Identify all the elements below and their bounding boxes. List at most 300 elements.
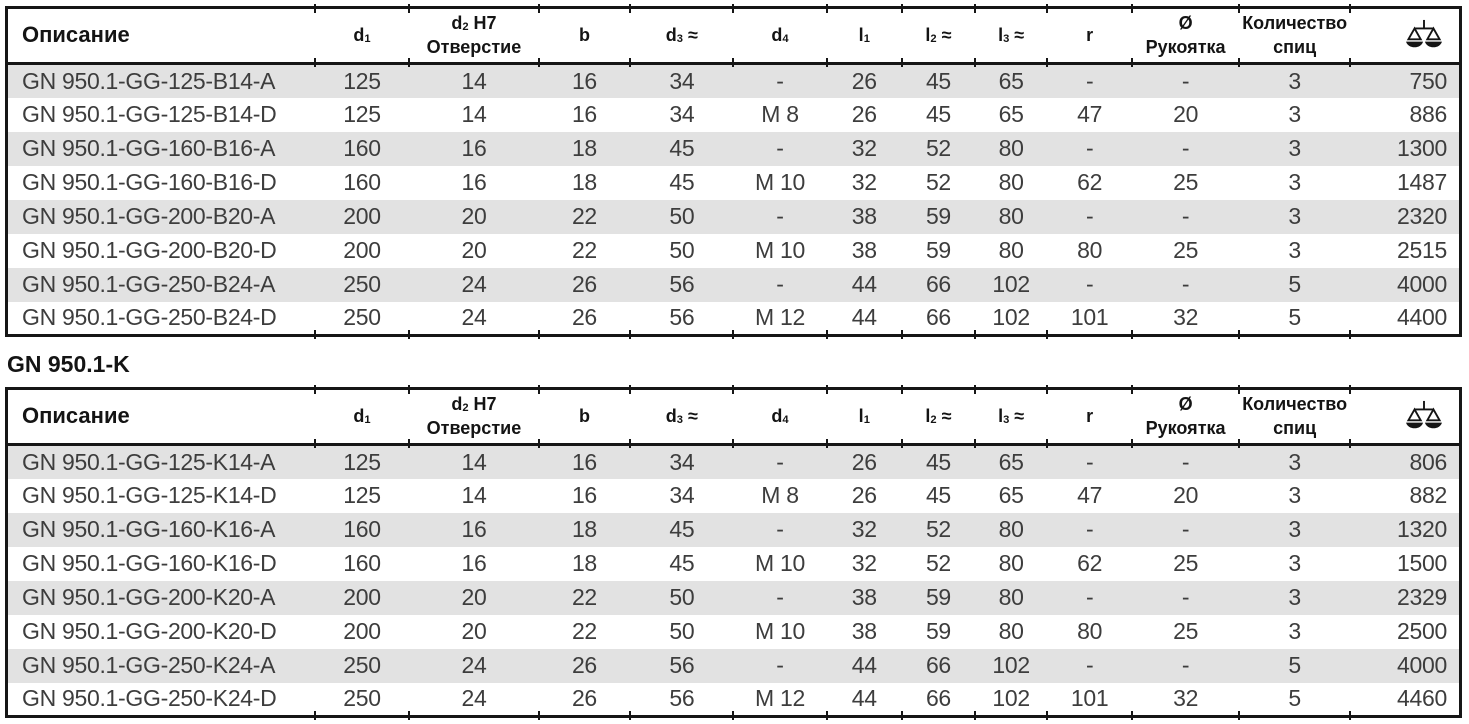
table-row (7, 581, 1461, 615)
value-cell: 3 (1288, 169, 1301, 195)
value-cell: 3 (1288, 448, 1301, 475)
value-cell: 65 (998, 448, 1024, 475)
value-cell: 80 (998, 203, 1024, 229)
header-b: b (539, 8, 631, 64)
value-cell: M 8 (761, 101, 799, 127)
description-cell: GN 950.1-GG-200-B20-A (22, 203, 276, 229)
value-cell: 52 (925, 135, 951, 161)
value-cell: 24 (461, 652, 487, 678)
header-d3-base: d (665, 24, 677, 45)
weight-cell: 806 (1409, 448, 1447, 475)
value-cell: - (1085, 135, 1094, 161)
value-cell: M 10 (755, 550, 805, 576)
value-cell: 24 (461, 271, 487, 297)
header-l1-sub: 1 (863, 32, 870, 45)
table-row (7, 166, 1461, 200)
value-cell: 47 (1077, 482, 1103, 508)
header-d1-sub: 1 (364, 413, 371, 426)
value-cell: 26 (539, 302, 631, 336)
description-cell: GN 950.1-GG-160-K16-A (22, 516, 276, 542)
value-cell: - (1085, 652, 1094, 678)
description-cell: GN 950.1-GG-125-K14-D (22, 482, 277, 508)
value-cell: 3 (1288, 237, 1301, 263)
header-l3-approx: ≈ (1009, 405, 1025, 426)
value-cell: 32 (851, 550, 877, 576)
value-cell: 44 (827, 302, 903, 336)
value-cell: 32 (1132, 302, 1240, 336)
spec-table-b (5, 6, 1462, 337)
value-cell: - (776, 67, 784, 94)
header-l3-sub: 3 (1003, 32, 1010, 45)
value-cell: 18 (571, 169, 597, 195)
value-cell: 66 (902, 302, 975, 336)
value-cell: - (1085, 516, 1094, 542)
table-row (7, 200, 1461, 234)
value-cell: 22 (571, 203, 597, 229)
header-handle-line1: Ø (1178, 13, 1193, 34)
header-d2-line2: Отверстие (426, 417, 522, 438)
table-row (7, 649, 1461, 683)
value-cell: 18 (571, 550, 597, 576)
value-cell: 80 (1077, 618, 1103, 644)
value-cell: 24 (409, 302, 538, 336)
value-cell: 34 (669, 448, 695, 475)
header-d2-base: d (451, 394, 463, 415)
value-cell: - (1181, 652, 1190, 678)
table-row (7, 302, 1461, 336)
value-cell: 200 (343, 618, 381, 644)
value-cell: - (1181, 67, 1190, 94)
value-cell: 3 (1288, 618, 1301, 644)
value-cell: 3 (1288, 67, 1301, 94)
value-cell: - (776, 516, 784, 542)
value-cell: 45 (669, 135, 695, 161)
description-cell: GN 950.1-GG-125-B14-A (22, 67, 276, 94)
header-d4 (733, 389, 826, 445)
value-cell: 25 (1173, 237, 1199, 263)
header-spokes-line1: Количество (1242, 394, 1348, 415)
header-spokes-line2: спиц (1273, 417, 1317, 438)
value-cell: 160 (343, 135, 381, 161)
value-cell: 52 (925, 516, 951, 542)
value-cell: - (776, 652, 784, 678)
value-cell: 125 (343, 482, 381, 508)
header-d2-tolerance: H7 (468, 394, 497, 415)
header-l3-base: l (998, 24, 1004, 45)
value-cell: 62 (1077, 169, 1103, 195)
weight-cell: 1487 (1397, 169, 1447, 195)
value-cell: 38 (851, 237, 877, 263)
table-row (7, 683, 1461, 717)
header-l3-base: l (998, 405, 1004, 426)
value-cell: 56 (669, 652, 695, 678)
value-cell: 22 (571, 584, 597, 610)
value-cell: 80 (998, 237, 1024, 263)
table-body-b (7, 64, 1461, 336)
value-cell: 44 (851, 271, 877, 297)
value-cell: - (776, 135, 784, 161)
value-cell: 45 (669, 169, 695, 195)
header-l1-base: l (858, 24, 864, 45)
value-cell: 5 (1288, 271, 1301, 297)
value-cell: 59 (925, 237, 951, 263)
value-cell: M 12 (733, 302, 826, 336)
value-cell: M 10 (755, 618, 805, 644)
table-row (7, 98, 1461, 132)
header-description: Описание (7, 8, 315, 64)
value-cell: 26 (571, 652, 597, 678)
value-cell: 3 (1288, 584, 1301, 610)
value-cell: 66 (902, 683, 975, 717)
value-cell: 44 (851, 652, 877, 678)
value-cell: - (1181, 135, 1190, 161)
value-cell: - (776, 203, 784, 229)
header-l2-approx: ≈ (936, 24, 952, 45)
value-cell: 65 (998, 67, 1024, 94)
value-cell: 32 (851, 169, 877, 195)
value-cell: 25 (1173, 550, 1199, 576)
value-cell: 3 (1288, 516, 1301, 542)
header-l1 (827, 389, 903, 445)
table-row (7, 445, 1461, 479)
value-cell: 14 (461, 101, 487, 127)
value-cell: 160 (343, 169, 381, 195)
header-d2-base: d (451, 13, 463, 34)
header-l3 (975, 389, 1048, 445)
value-cell: 32 (1132, 683, 1240, 717)
value-cell: - (1181, 584, 1190, 610)
header-l2-sub: 2 (930, 413, 937, 426)
value-cell: - (1181, 516, 1190, 542)
section-title: GN 950.1-K (7, 351, 130, 377)
header-handle-diameter (1132, 389, 1240, 445)
header-description: Описание (7, 389, 315, 445)
header-d1 (315, 389, 410, 445)
value-cell: 3 (1288, 203, 1301, 229)
value-cell: 20 (461, 203, 487, 229)
value-cell: - (776, 584, 784, 610)
header-l3-approx: ≈ (1009, 24, 1025, 45)
description-cell: GN 950.1-GG-160-K16-D (22, 550, 277, 576)
value-cell: 50 (669, 618, 695, 644)
header-d4 (733, 8, 826, 64)
description-cell: GN 950.1-GG-200-B20-D (22, 237, 277, 263)
value-cell: 16 (571, 482, 597, 508)
value-cell: 14 (461, 482, 487, 508)
header-d3-base: d (665, 405, 677, 426)
value-cell: 65 (998, 482, 1024, 508)
weight-cell: 1500 (1397, 550, 1447, 576)
header-l2-approx: ≈ (936, 405, 952, 426)
value-cell: 20 (461, 584, 487, 610)
value-cell: 16 (461, 135, 487, 161)
value-cell: 32 (851, 135, 877, 161)
header-weight (1350, 389, 1461, 445)
header-weight (1350, 8, 1461, 64)
value-cell: 50 (669, 237, 695, 263)
value-cell: 62 (1077, 550, 1103, 576)
value-cell: 125 (343, 67, 381, 94)
header-l2 (902, 8, 975, 64)
value-cell: 56 (669, 271, 695, 297)
value-cell: 22 (571, 618, 597, 644)
table-row (7, 513, 1461, 547)
value-cell: M 8 (761, 482, 799, 508)
value-cell: 250 (343, 271, 381, 297)
value-cell: 65 (998, 101, 1024, 127)
value-cell: 80 (998, 135, 1024, 161)
value-cell: 34 (669, 482, 695, 508)
header-d3-approx: ≈ (683, 405, 698, 426)
value-cell: - (1085, 448, 1094, 475)
value-cell: 3 (1288, 482, 1301, 508)
weight-cell: 4460 (1350, 683, 1461, 717)
value-cell: 38 (851, 203, 877, 229)
value-cell: 32 (851, 516, 877, 542)
value-cell: 45 (925, 67, 951, 94)
value-cell: 26 (539, 683, 631, 717)
value-cell: 59 (925, 203, 951, 229)
value-cell: 16 (571, 67, 597, 94)
table-row (7, 615, 1461, 649)
scales-icon (1403, 19, 1445, 53)
value-cell: 3 (1288, 135, 1301, 161)
value-cell: 3 (1288, 101, 1301, 127)
description-cell: GN 950.1-GG-160-B16-A (22, 135, 276, 161)
description-cell: GN 950.1-GG-250-K24-D (22, 685, 277, 712)
value-cell: 44 (827, 683, 903, 717)
value-cell: - (1181, 271, 1190, 297)
value-cell: 102 (975, 302, 1048, 336)
value-cell: 20 (461, 618, 487, 644)
weight-cell: 2500 (1397, 618, 1447, 644)
spec-table-k (5, 387, 1462, 718)
value-cell: 102 (975, 683, 1048, 717)
table-row (7, 64, 1461, 98)
value-cell: 5 (1239, 302, 1350, 336)
table-row (7, 234, 1461, 268)
header-row (7, 389, 1461, 445)
value-cell: 26 (571, 271, 597, 297)
value-cell: 250 (343, 652, 381, 678)
header-d1-base: d (353, 24, 365, 45)
value-cell: 102 (992, 652, 1030, 678)
value-cell: 101 (1047, 302, 1131, 336)
header-d2-line1 (411, 12, 536, 35)
description-cell: GN 950.1-GG-125-B14-D (22, 101, 277, 127)
header-d3-approx: ≈ (683, 24, 698, 45)
header-spoke-count (1239, 389, 1350, 445)
value-cell: - (776, 448, 784, 475)
header-l3-sub: 3 (1003, 413, 1010, 426)
value-cell: 20 (1173, 101, 1199, 127)
value-cell: 38 (851, 584, 877, 610)
weight-cell: 2515 (1397, 237, 1447, 263)
value-cell: M 10 (755, 169, 805, 195)
value-cell: 200 (343, 237, 381, 263)
value-cell: 24 (409, 683, 538, 717)
table-row (7, 132, 1461, 166)
header-r: r (1047, 8, 1131, 64)
value-cell: 5 (1288, 652, 1301, 678)
description-cell: GN 950.1-GG-125-K14-A (22, 448, 276, 475)
value-cell: 80 (998, 169, 1024, 195)
header-d2-sub: 2 (462, 21, 469, 34)
value-cell: M 12 (733, 683, 826, 717)
header-d2-tolerance: H7 (468, 13, 497, 34)
value-cell: 52 (925, 169, 951, 195)
value-cell: 20 (461, 237, 487, 263)
value-cell: 59 (925, 584, 951, 610)
value-cell: - (776, 271, 784, 297)
description-cell: GN 950.1-GG-250-K24-A (22, 652, 276, 678)
header-l1 (827, 8, 903, 64)
header-d2-sub: 2 (462, 402, 469, 415)
header-handle-line1: Ø (1178, 394, 1193, 415)
header-r: r (1047, 389, 1131, 445)
value-cell: 18 (571, 135, 597, 161)
value-cell: - (1085, 584, 1094, 610)
weight-cell: 1300 (1397, 135, 1447, 161)
value-cell: 45 (925, 482, 951, 508)
header-d2-hole (409, 389, 538, 445)
value-cell: 66 (925, 652, 951, 678)
value-cell: 80 (998, 584, 1024, 610)
header-b: b (539, 389, 631, 445)
header-handle-line2: Рукоятка (1145, 417, 1226, 438)
value-cell: 250 (315, 302, 410, 336)
header-d1-sub: 1 (364, 32, 371, 45)
value-cell: 45 (669, 550, 695, 576)
weight-cell: 882 (1409, 482, 1447, 508)
header-d1-base: d (353, 405, 365, 426)
weight-cell: 4000 (1397, 271, 1447, 297)
value-cell: 25 (1173, 618, 1199, 644)
header-spokes-line1: Количество (1242, 13, 1348, 34)
value-cell: 80 (1077, 237, 1103, 263)
header-row (7, 8, 1461, 64)
value-cell: - (1181, 203, 1190, 229)
header-l3 (975, 8, 1048, 64)
header-d2-line2: Отверстие (426, 36, 522, 57)
value-cell: 16 (461, 550, 487, 576)
header-handle-line2: Рукоятка (1145, 36, 1226, 57)
header-l1-sub: 1 (863, 413, 870, 426)
value-cell: 14 (461, 67, 487, 94)
value-cell: 45 (925, 101, 951, 127)
description-cell: GN 950.1-GG-250-B24-D (22, 304, 277, 331)
value-cell: 80 (998, 550, 1024, 576)
value-cell: 102 (992, 271, 1030, 297)
header-d4-base: d (771, 24, 783, 45)
value-cell: 250 (315, 683, 410, 717)
value-cell: 80 (998, 618, 1024, 644)
value-cell: 50 (669, 203, 695, 229)
header-d2-line1 (411, 393, 536, 416)
scales-icon (1403, 400, 1445, 434)
value-cell: 56 (630, 683, 733, 717)
value-cell: 160 (343, 550, 381, 576)
value-cell: 50 (669, 584, 695, 610)
header-l2-base: l (925, 24, 931, 45)
value-cell: 5 (1239, 683, 1350, 717)
value-cell: 26 (851, 67, 877, 94)
header-l2-sub: 2 (930, 32, 937, 45)
value-cell: 14 (461, 448, 487, 475)
header-d2-hole (409, 8, 538, 64)
value-cell: 125 (343, 448, 381, 475)
value-cell: 80 (998, 516, 1024, 542)
value-cell: 45 (925, 448, 951, 475)
header-handle-diameter (1132, 8, 1240, 64)
table-row (7, 268, 1461, 302)
description-cell: GN 950.1-GG-200-K20-D (22, 618, 277, 644)
header-l2-base: l (925, 405, 931, 426)
value-cell: 66 (925, 271, 951, 297)
header-spokes-line2: спиц (1273, 36, 1317, 57)
weight-cell: 4000 (1397, 652, 1447, 678)
description-cell: GN 950.1-GG-160-B16-D (22, 169, 277, 195)
header-l1-base: l (858, 405, 864, 426)
value-cell: - (1085, 271, 1094, 297)
value-cell: 3 (1288, 550, 1301, 576)
value-cell: 18 (571, 516, 597, 542)
value-cell: 52 (925, 550, 951, 576)
header-spoke-count (1239, 8, 1350, 64)
value-cell: 160 (343, 516, 381, 542)
header-d3-sub: 3 (676, 413, 683, 426)
value-cell: 34 (669, 67, 695, 94)
table-row (7, 547, 1461, 581)
value-cell: 125 (343, 101, 381, 127)
value-cell: 16 (571, 101, 597, 127)
value-cell: - (1181, 448, 1190, 475)
weight-cell: 2329 (1397, 584, 1447, 610)
weight-cell: 4400 (1350, 302, 1461, 336)
header-d4-sub: 4 (782, 413, 789, 426)
value-cell: 59 (925, 618, 951, 644)
header-d4-base: d (771, 405, 783, 426)
value-cell: 25 (1173, 169, 1199, 195)
value-cell: 26 (851, 482, 877, 508)
header-d3 (630, 8, 733, 64)
value-cell: - (1085, 203, 1094, 229)
value-cell: 20 (1173, 482, 1199, 508)
value-cell: 34 (669, 101, 695, 127)
value-cell: 22 (571, 237, 597, 263)
value-cell: 47 (1077, 101, 1103, 127)
value-cell: - (1085, 67, 1094, 94)
value-cell: 38 (851, 618, 877, 644)
value-cell: 45 (669, 516, 695, 542)
weight-cell: 750 (1409, 67, 1447, 94)
value-cell: 16 (461, 516, 487, 542)
weight-cell: 1320 (1397, 516, 1447, 542)
value-cell: 26 (851, 448, 877, 475)
description-cell: GN 950.1-GG-200-K20-A (22, 584, 276, 610)
value-cell: 26 (851, 101, 877, 127)
table-header (7, 8, 1461, 64)
value-cell: 16 (461, 169, 487, 195)
table-row (7, 479, 1461, 513)
value-cell: 56 (630, 302, 733, 336)
table-header (7, 389, 1461, 445)
value-cell: 16 (571, 448, 597, 475)
value-cell: 200 (343, 203, 381, 229)
description-cell: GN 950.1-GG-250-B24-A (22, 271, 276, 297)
header-d3 (630, 389, 733, 445)
weight-cell: 2320 (1397, 203, 1447, 229)
